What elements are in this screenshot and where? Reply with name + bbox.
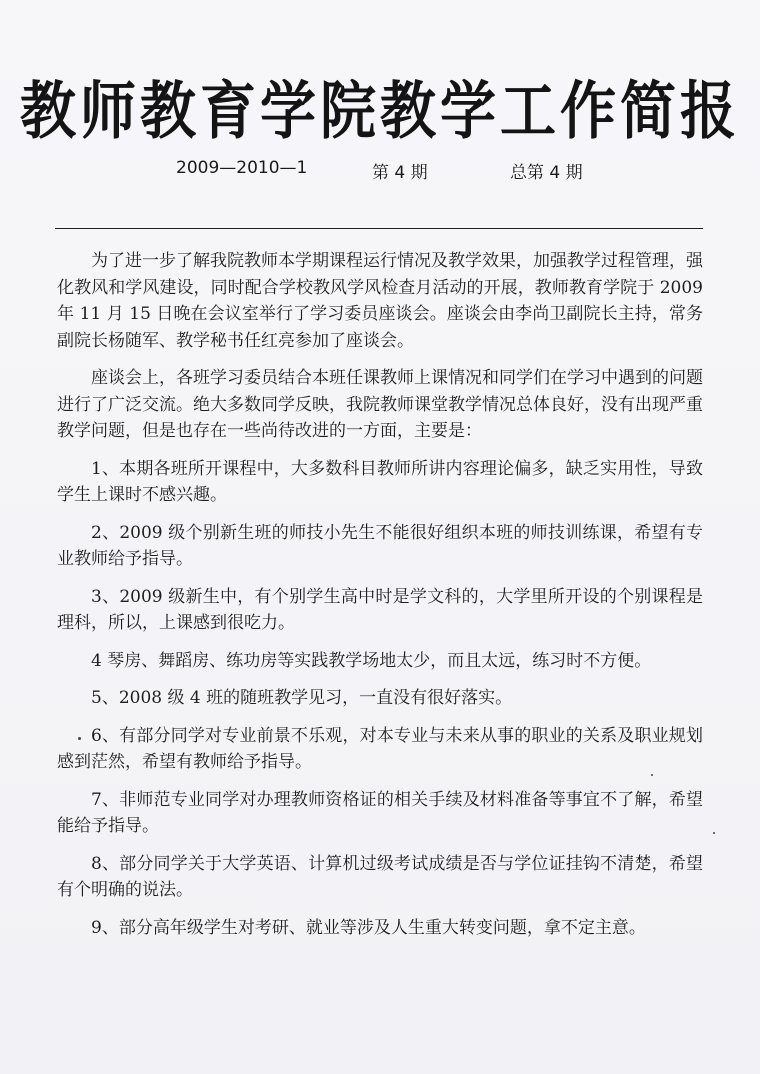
list-item: 3、2009 级新生中，有个别学生高中时是学文科的，大学里所开设的个别课程是理科，所以，上课感到很吃力。 [57,586,703,633]
bulletin-title: 教师教育学院教学工作简报 [20,75,740,149]
issue-number: 第 4 期 [372,163,428,183]
bulletin-body [57,248,703,941]
scan-speck [713,832,715,834]
list-item: 8、部分同学关于大学英语、计算机过级考试成绩是否与学位证挂钩不清楚，希望有个明确的说法。 [57,853,703,900]
list-item: 6、有部分同学对专业前景不乐观，对本专业与未来从事的职业的关系及职业规划感到茫然，希望有教师给予指导。 [57,725,703,772]
list-item: 9、部分高年级学生对考研、就业等涉及人生重大转变问题，拿不定主意。 [91,917,646,938]
list-item: 5、2008 级 4 班的随班教学见习，一直没有很好落实。 [91,688,513,708]
list-item: 7、非师范专业同学对办理教师资格证的相关手续及材料准备等事宜不了解，希望能给予指导。 [57,789,703,836]
list-item: 4 琴房、舞蹈房、练功房等实践教学场地太少，而且太远，练习时不方便。 [91,650,652,671]
paragraph-summary: 座谈会上，各班学习委员结合本班任课教师上课情况和同学们在学习中遇到的问题进行了广泛交流。绝大多数同学反映，我院教师课堂教学情况总体良好，没有出现严重教学问题，但是也存在一些尚待改进的一方面，主要是： [57,368,703,441]
scan-speck [78,737,81,740]
paragraph-intro: 为了进一步了解我院教师本学期课程运行情况及教学效果，加强教学过程管理，强化教风和学风建设，同时配合学校教风学风检查月活动的开展，教师教育学院于 2009 年 11 月 15 日晚在会议室举行了学习委员座谈会。座谈会由李尚卫副院长主持，常务副院长杨随军、教学秘书任红亮参加了座谈会。 [57,251,703,351]
list-item: 1、本期各班所开课程中，大多数科目教师所讲内容理论偏多，缺乏实用性，导致学生上课时不感兴趣。 [57,458,703,505]
issue-info [0,158,760,182]
issue-total-number: 总第 4 期 [510,163,583,183]
scan-speck [651,774,653,776]
issue-year: 2009—2010—1 [176,158,308,178]
list-item: 2、2009 级个别新生班的师技小先生不能很好组织本班的师技训练课，希望有专业教师给予指导。 [57,522,703,569]
header-divider [55,228,703,229]
